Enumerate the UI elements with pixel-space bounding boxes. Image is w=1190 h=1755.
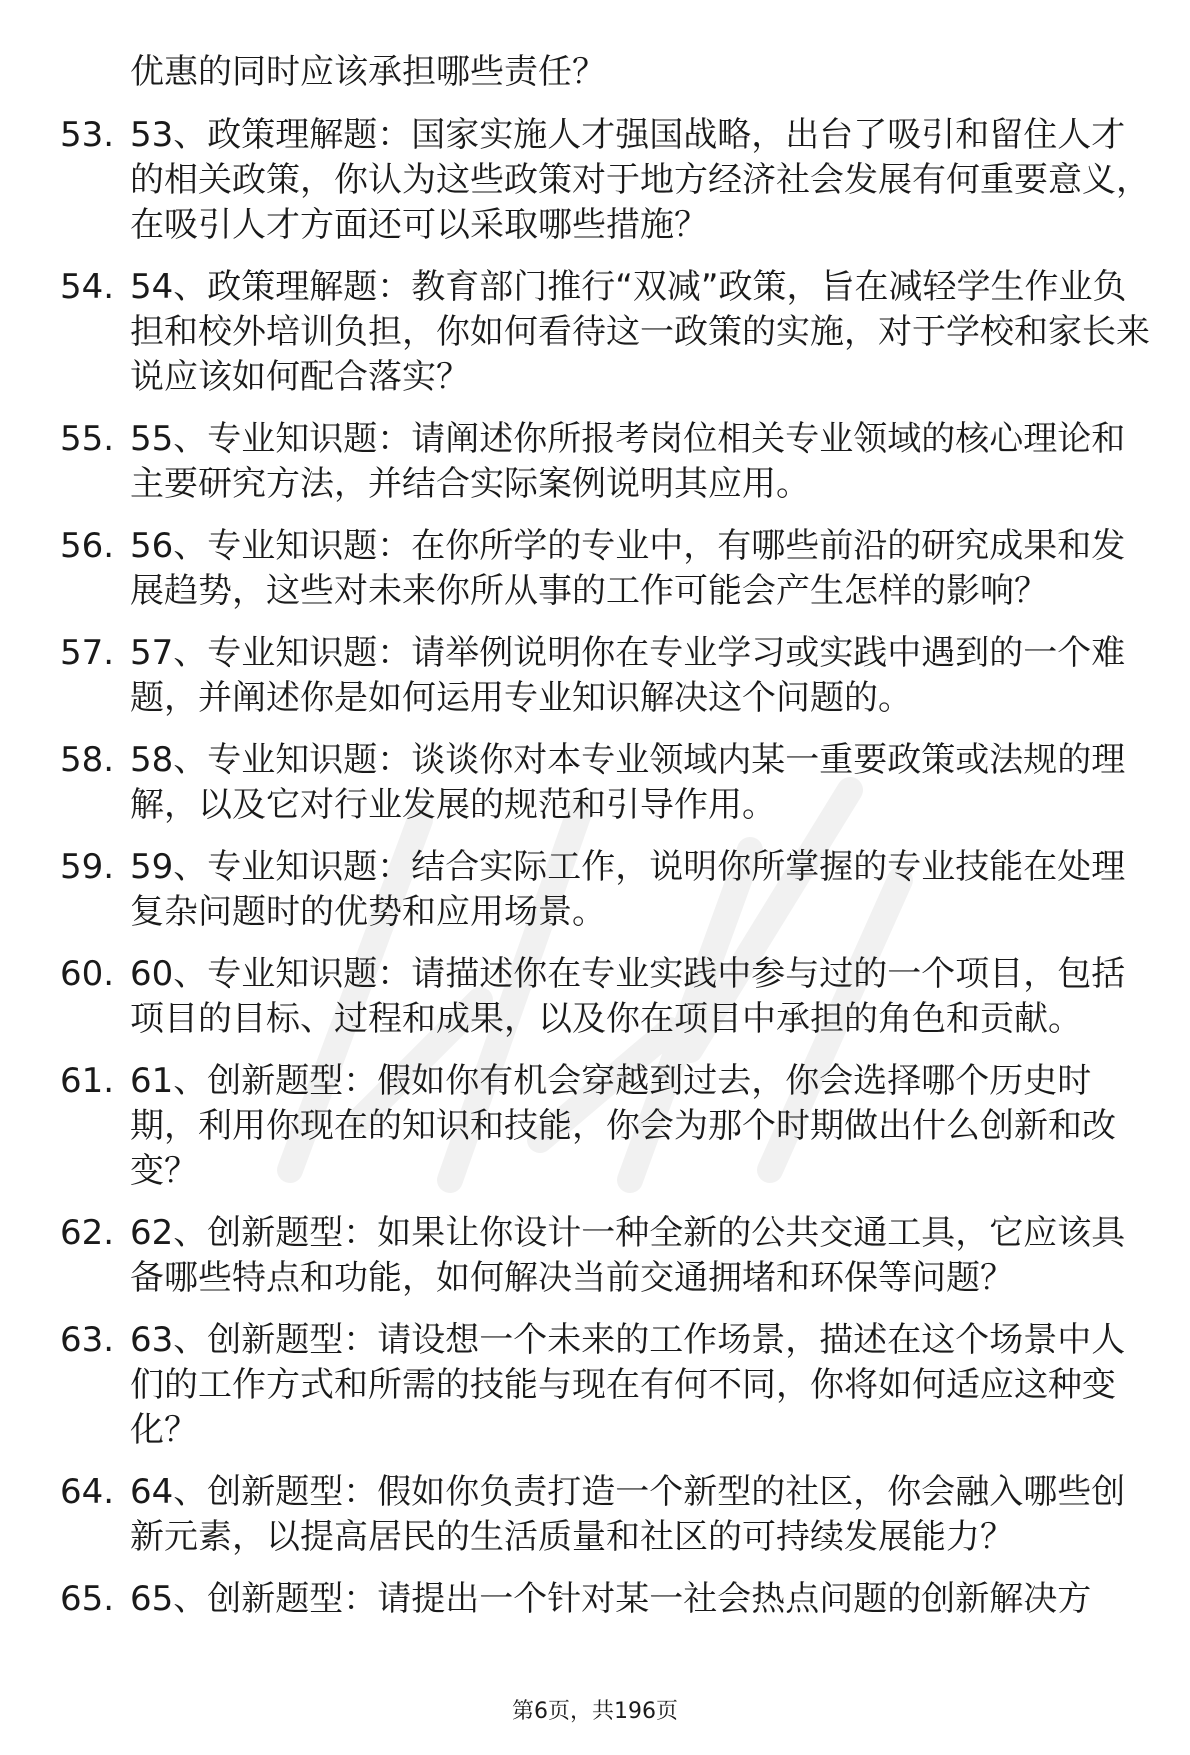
item-text: 53、政策理解题：国家实施人才强国战略，出台了吸引和留住人才的相关政策，你认为这些政策对于地方经济社会发展有何重要意义，在吸引人才方面还可以采取哪些措施？ bbox=[130, 115, 1150, 245]
item-number: 63. bbox=[60, 1320, 115, 1360]
list-item bbox=[60, 845, 1170, 935]
item-number: 64. bbox=[60, 1472, 115, 1512]
list-item bbox=[60, 1577, 1170, 1622]
item-text: 63、创新题型：请设想一个未来的工作场景，描述在这个场景中人们的工作方式和所需的技能与现在有何不同，你将如何适应这种变化？ bbox=[130, 1320, 1126, 1450]
list-item bbox=[60, 952, 1170, 1042]
item-number: 55. bbox=[60, 419, 115, 459]
list-item bbox=[60, 738, 1170, 828]
item-text: 57、专业知识题：请举例说明你在专业学习或实践中遇到的一个难题，并阐述你是如何运用专业知识解决这个问题的。 bbox=[130, 633, 1126, 718]
item-text: 56、专业知识题：在你所学的专业中，有哪些前沿的研究成果和发展趋势，这些对未来你所从事的工作可能会产生怎样的影响？ bbox=[130, 526, 1126, 611]
item-number: 58. bbox=[60, 740, 115, 780]
item-text: 60、专业知识题：请描述你在专业实践中参与过的一个项目，包括项目的目标、过程和成果，以及你在项目中承担的角色和贡献。 bbox=[130, 954, 1126, 1039]
list-item bbox=[60, 417, 1170, 507]
list-item bbox=[60, 265, 1170, 400]
list-item bbox=[60, 1211, 1170, 1301]
item-text: 54、政策理解题：教育部门推行“双减”政策，旨在减轻学生作业负担和校外培训负担，你如何看待这一政策的实施，对于学校和家长来说应该如何配合落实？ bbox=[130, 267, 1150, 397]
item-number: 54. bbox=[60, 267, 115, 307]
list-item bbox=[60, 524, 1170, 614]
item-text: 58、专业知识题：谈谈你对本专业领域内某一重要政策或法规的理解，以及它对行业发展的规范和引导作用。 bbox=[130, 740, 1126, 825]
item-text: 65、创新题型：请提出一个针对某一社会热点问题的创新解决方 bbox=[130, 1579, 1092, 1619]
list-item bbox=[60, 1318, 1170, 1453]
list-item bbox=[60, 1059, 1170, 1194]
item-number: 61. bbox=[60, 1061, 115, 1101]
list-item bbox=[60, 1470, 1170, 1560]
item-number: 59. bbox=[60, 847, 115, 887]
item-number: 60. bbox=[60, 954, 115, 994]
item-number: 57. bbox=[60, 633, 115, 673]
item-text: 55、专业知识题：请阐述你所报考岗位相关专业领域的核心理论和主要研究方法，并结合实际案例说明其应用。 bbox=[130, 419, 1126, 504]
item-number: 65. bbox=[60, 1579, 115, 1619]
item-number: 62. bbox=[60, 1213, 115, 1253]
list-item bbox=[60, 631, 1170, 721]
page-footer: 第6页，共196页 bbox=[512, 1699, 678, 1724]
continuation-text: 优惠的同时应该承担哪些责任？ bbox=[130, 52, 606, 92]
item-number: 53. bbox=[60, 115, 115, 155]
item-text: 62、创新题型：如果让你设计一种全新的公共交通工具，它应该具备哪些特点和功能，如何解决当前交通拥堵和环保等问题？ bbox=[130, 1213, 1126, 1298]
list-item bbox=[60, 113, 1170, 248]
item-text: 59、专业知识题：结合实际工作，说明你所掌握的专业技能在处理复杂问题时的优势和应用场景。 bbox=[130, 847, 1126, 932]
item-number: 56. bbox=[60, 526, 115, 566]
item-text: 64、创新题型：假如你负责打造一个新型的社区，你会融入哪些创新元素，以提高居民的生活质量和社区的可持续发展能力？ bbox=[130, 1472, 1126, 1557]
item-text: 61、创新题型：假如你有机会穿越到过去，你会选择哪个历史时期，利用你现在的知识和技能，你会为那个时期做出什么创新和改变？ bbox=[130, 1061, 1116, 1191]
question-list bbox=[60, 50, 1170, 1639]
